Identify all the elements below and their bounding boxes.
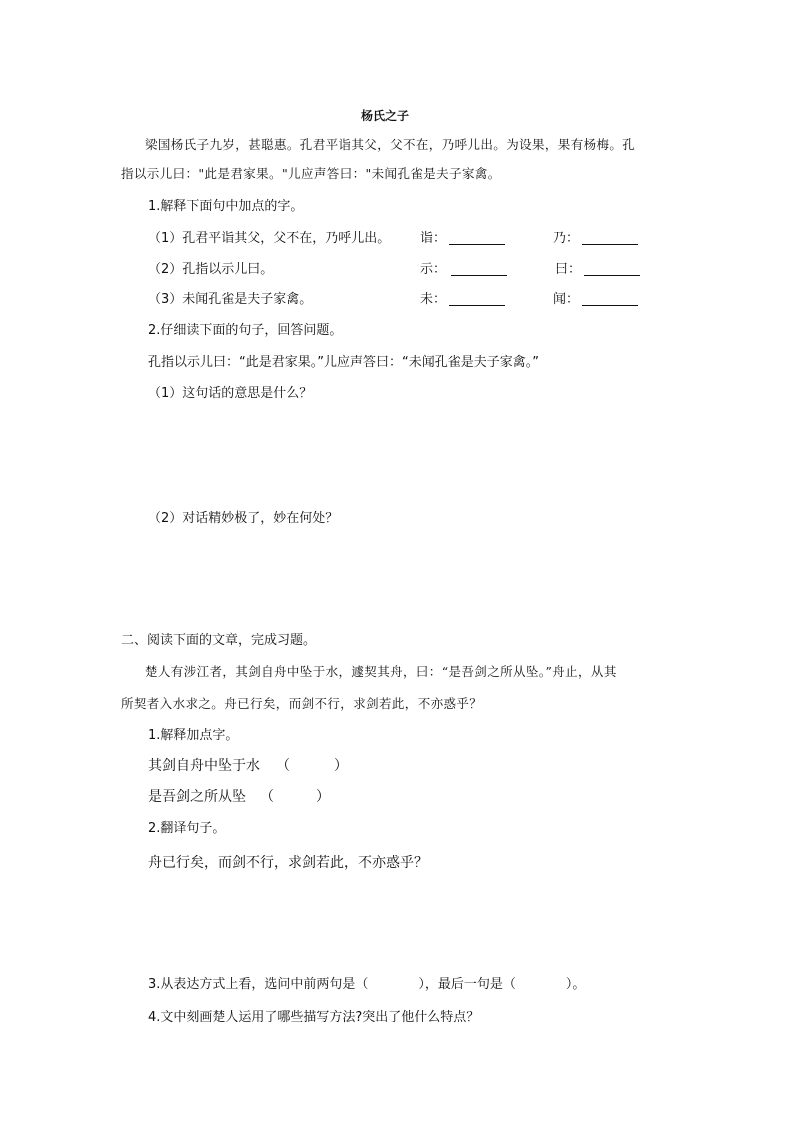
part2-q1-item-a [148,759,348,773]
q2-sub-1: （1）这句话的意思是什么？ [148,386,313,401]
q1-item-2-char-2: 曰： [555,262,582,277]
part2-q2-sentence: 舟已行矣，而剑不行，求剑若此，不亦惑乎？ [148,855,428,871]
answer-blank[interactable] [449,244,505,245]
answer-blank[interactable] [582,305,638,306]
passage2-line-1: 楚人有涉江者，其剑自舟中坠于水，遽契其舟，曰：“是吾剑之所从坠。”舟止，从其 [145,664,617,679]
q1-item-1-char-2: 乃： [553,231,580,246]
q1-item-3-char-1: 未： [420,292,447,307]
q2-heading: 2.仔细读下面的句子，回答问题。 [148,323,343,338]
part2-q1-item-b [148,790,330,804]
passage-line-2: 指以示儿曰："此是君家果。"儿应声答曰："未闻孔雀是夫子家禽。 [121,166,501,181]
paren-open: （ [276,758,290,774]
answer-blank[interactable] [584,275,640,276]
paren-close: ） [334,758,348,774]
q1-item-3-char-2: 闻： [553,292,580,307]
part2-q4: 4.文中刻画楚人运用了哪些描写方法?突出了他什么特点？ [148,1010,480,1025]
part2-heading: 二、阅读下面的文章，完成习题。 [121,633,317,648]
part2-q3-part-3: ）。 [565,977,586,992]
part2-q1-item-b-text: 是吾剑之所从坠 [148,789,246,805]
paren-open: （ [260,789,274,805]
part2-q1-item-a-text: 其剑自舟中坠于水 [148,758,260,774]
q2-quote: 孔指以示儿曰：“此是君家果。”儿应声答曰：“未闻孔雀是夫子家禽。” [148,355,539,370]
part2-q3-part-1: 3.从表达方式上看，选问中前两句是（ [148,977,369,992]
answer-blank[interactable] [451,275,507,276]
answer-blank[interactable] [582,244,638,245]
part2-q2: 2.翻译句子。 [148,821,226,836]
part2-q1: 1.解释加点字。 [148,728,239,743]
passage2-line-2: 所契者入水求之。舟已行矣，而剑不行，求剑若此，不亦惑乎？ [121,696,483,711]
passage-line-1: 梁国杨氏子九岁，甚聪惠。孔君平诣其父，父不在，乃呼儿出。为设果，果有杨梅。孔 [145,137,636,152]
q2-sub-2: （2）对话精妙极了，妙在何处？ [148,511,339,526]
q1-item-1-sentence: （1）孔君平诣其父，父不在，乃呼儿出。 [148,231,391,246]
part2-q3 [148,978,585,991]
answer-blank[interactable] [449,305,505,306]
q1-heading: 1.解释下面句中加点的字。 [148,199,304,214]
part2-q3-part-2: ），最后一句是（ [418,977,516,992]
q1-item-2-char-1: 示： [420,262,447,277]
page-title: 杨氏之子 [361,109,410,123]
q1-item-2-sentence: （2）孔指以示儿曰。 [148,262,274,277]
q1-item-3-sentence: （3）未闻孔雀是夫子家禽。 [148,292,313,307]
paren-close: ） [316,789,330,805]
q1-item-1-char-1: 诣： [420,231,447,246]
